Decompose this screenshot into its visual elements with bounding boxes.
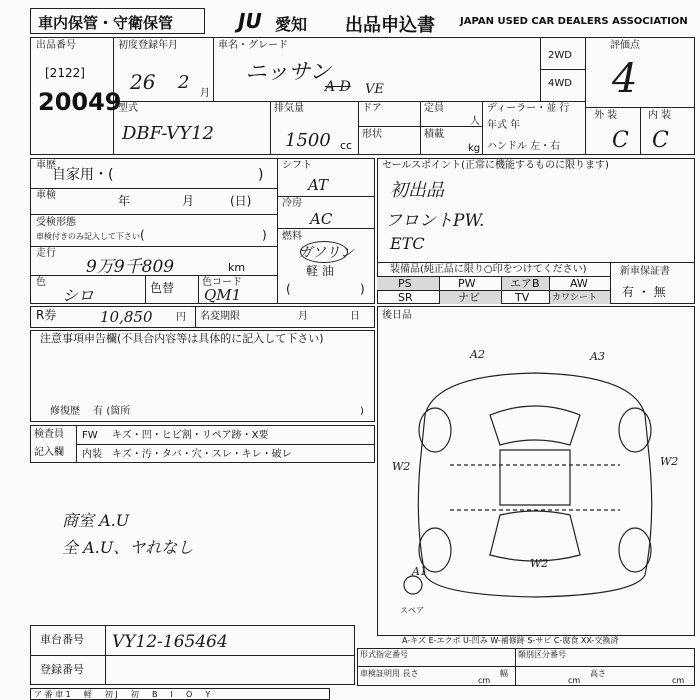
storage-label: 車内保管・守衛保管	[38, 14, 174, 32]
fuel-label: 燃料	[282, 231, 302, 242]
kg-unit: kg	[468, 143, 481, 154]
mark-a2: A2	[470, 348, 485, 361]
post-sale-label: 後日品	[382, 310, 412, 321]
repair-close: )	[360, 406, 364, 417]
chassis-value: VY12-165464	[112, 632, 228, 652]
interior-row-label: 内装	[82, 449, 102, 460]
reg-month-unit: 月	[200, 88, 210, 99]
pickup-open: (	[140, 228, 145, 242]
wheel-rear-right	[619, 528, 651, 572]
model-year-label: 年式 年	[487, 120, 521, 131]
person-unit: 人	[470, 116, 480, 127]
displacement-label: 排気量	[274, 103, 304, 114]
equipment-title: 装備品(純正品に限り○印をつけてください)	[390, 264, 587, 275]
aircon-label: 冷房	[282, 198, 302, 209]
pickup-close: )	[262, 228, 267, 242]
sales-point-3: ETC	[390, 234, 425, 253]
car-roof	[500, 450, 570, 505]
drive-4wd-label: 4WD	[548, 78, 572, 89]
equip-tv: TV	[515, 291, 530, 304]
exterior-label: 外 装	[594, 110, 618, 121]
ju-logo: JU	[238, 9, 262, 33]
pickup-note: 車検付きのみ記入して下さい	[36, 232, 140, 241]
inspection-day: (日)	[230, 194, 252, 208]
shift-label: シフト	[282, 160, 312, 171]
width-cm: cm	[568, 676, 581, 685]
interior-label: 内 装	[648, 110, 672, 121]
grade-struck: A D	[325, 79, 351, 95]
capacity-label: 定員	[424, 103, 444, 114]
sales-point-1: 初出品	[390, 180, 444, 201]
org-name: 愛知	[275, 15, 308, 34]
cc-unit: cc	[340, 139, 353, 152]
height-cm: cm	[672, 676, 685, 685]
mark-w2-right: W2	[660, 455, 679, 468]
class-designation-label: 類別区分番号	[518, 650, 566, 659]
repair-history: 修復歴 有 (箇所	[50, 406, 131, 417]
lot-small: [2122]	[45, 66, 85, 80]
fw-label: FW	[82, 430, 98, 441]
recycle-label: R券	[36, 308, 57, 322]
height-label: 高さ	[590, 669, 606, 678]
repair-note-1: 商室 A.U	[62, 511, 130, 530]
equip-airbag: エアB	[510, 277, 540, 290]
score-label: 評価点	[610, 40, 640, 51]
mark-a1: A1	[412, 565, 427, 578]
yen-unit: 円	[176, 312, 186, 323]
interior-grade: C	[652, 128, 669, 153]
shape-label: 形状	[362, 129, 382, 140]
equip-pw: PW	[458, 277, 476, 290]
fuel-paren-open: (	[286, 282, 291, 296]
name-change-day: 日	[350, 311, 360, 322]
fuel-circle	[300, 241, 348, 263]
equip-navi: ナビ	[458, 291, 480, 304]
name-change-label: 名変期限	[200, 311, 240, 322]
spare-label: スペア	[400, 606, 424, 615]
handle-label: ハンドル 左・右	[487, 141, 561, 152]
grade: VE	[365, 82, 384, 97]
mileage-label: 走行	[36, 248, 56, 259]
reg-month: 2	[178, 72, 190, 93]
pickup-label: 受検形態	[36, 217, 76, 228]
car-rear-window	[490, 511, 580, 561]
aircon-value: AC	[310, 210, 333, 228]
exterior-grade: C	[612, 128, 629, 153]
dealer-label: ディーラー・並 行	[487, 103, 570, 114]
recycle-value: 10,850	[100, 308, 153, 326]
mark-w2-left: W2	[392, 460, 411, 473]
color-code-value: QM1	[204, 286, 242, 304]
fuel-paren-close: )	[360, 282, 365, 296]
first-reg-label: 初度登録年月	[118, 40, 178, 51]
km-unit: km	[228, 261, 246, 274]
sales-point-2: フロントPW.	[385, 211, 485, 231]
car-front-window	[490, 406, 580, 445]
mileage-value: 9万9千809	[86, 257, 175, 277]
color-code-label: 色コード	[202, 277, 242, 288]
model-label: 型式	[118, 103, 138, 114]
load-label: 積載	[424, 129, 444, 140]
inspection-month: 月	[182, 194, 195, 208]
equip-leather: カワシート	[552, 293, 598, 303]
fw-items: キズ・凹・ヒビ割・リペア跡・X要	[112, 430, 269, 441]
diesel-label: 軽 油	[306, 264, 334, 278]
length-cm: cm	[478, 676, 491, 685]
score-value: 4	[612, 56, 638, 102]
equip-aw: AW	[570, 277, 588, 290]
interior-items: キズ・汚・タバ・穴・スレ・キレ・破レ	[112, 449, 292, 460]
sales-points-label: セールスポイント(正常に機能するものに限ります)	[382, 160, 609, 171]
bottom-row: ア 番 車 1 軽 初 J 初 B I O Y	[34, 690, 211, 699]
displacement-value: 1500	[285, 130, 331, 151]
type-designation-label: 形式指定番号	[360, 650, 408, 659]
car-name: ニッサン	[245, 60, 332, 85]
fuel-value: ガソリン	[298, 245, 354, 261]
repair-note-2: 全 A.U、ヤれなし	[62, 538, 194, 557]
equip-ps: PS	[398, 277, 412, 290]
color-change-label: 色替	[150, 281, 175, 295]
chassis-label: 車台番号	[40, 633, 84, 646]
reg-year: 26	[130, 70, 156, 94]
form-title: 出品申込書	[345, 15, 435, 36]
shift-value: AT	[308, 176, 329, 194]
color-label: 色	[36, 277, 46, 288]
lot-number-label: 出品番号	[36, 40, 76, 51]
doors-label: ドア	[362, 103, 382, 114]
mark-a3: A3	[590, 350, 605, 363]
cert-length-label: 車検証明用 長さ	[360, 669, 419, 678]
inspection-year: 年	[118, 194, 131, 208]
usage-label: 自家用・(	[52, 167, 114, 183]
lot-number: 20049	[38, 88, 122, 116]
registration-label: 登録番号	[40, 663, 84, 676]
warranty-options: 有 ・ 無	[622, 285, 666, 299]
inspector-label: 検査員	[34, 429, 64, 440]
notes-title: 注意事項申告欄(不具合内容等は具体的に記入して下さい)	[40, 332, 324, 345]
drive-2wd-label: 2WD	[548, 50, 572, 61]
warranty-label: 新車保証書	[620, 266, 670, 277]
association-name: JAPAN USED CAR DEALERS ASSOCIATION	[460, 16, 688, 27]
width-label: 幅	[500, 669, 508, 678]
mark-w2-rear: W2	[530, 557, 549, 570]
entry-field-label: 記入欄	[34, 447, 64, 458]
color-value: シロ	[62, 286, 95, 305]
usage-close: )	[258, 167, 264, 183]
name-change-month: 月	[298, 311, 308, 322]
spare-wheel	[404, 576, 422, 594]
car-name-label: 車名・グレード	[218, 40, 288, 51]
inspection-label: 車検	[36, 190, 56, 201]
damage-legend: A-キズ E-エクボ U-凹み W-補修跡 S-サビ C-腐食 XX-交換済	[402, 636, 619, 645]
history-label: 車歴	[36, 160, 56, 171]
model-value: DBF-VY12	[122, 123, 214, 144]
equip-sr: SR	[398, 291, 413, 304]
